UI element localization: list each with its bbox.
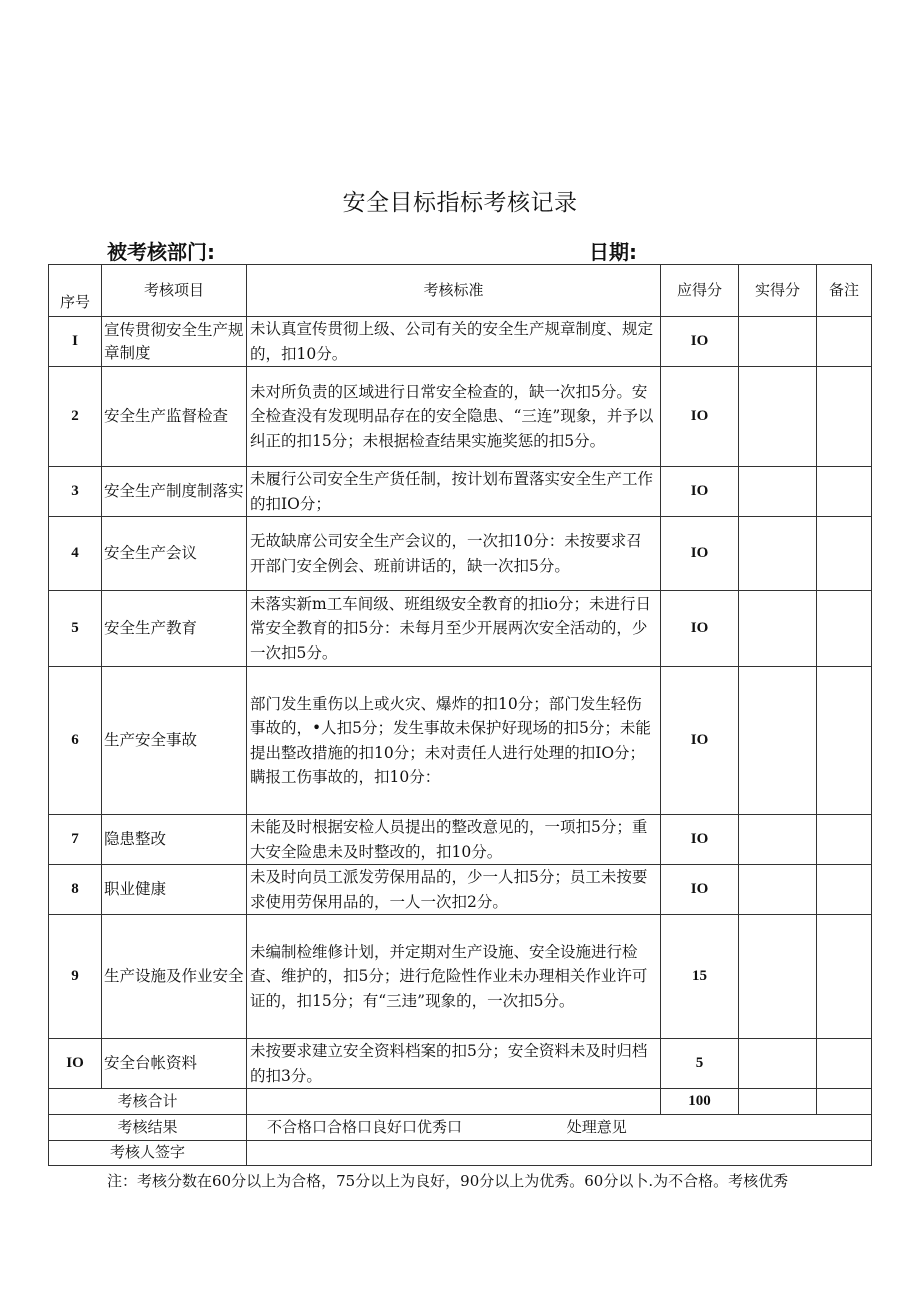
table-row (49, 865, 872, 915)
signature-field[interactable] (247, 1141, 872, 1166)
row-standard: 未落实新m工车间级、班组级安全教育的扣io分；未进行日常安全教育的扣5分：未每月至少开展两次安全活动的，少一次扣5分。 (247, 591, 661, 667)
row-item: 生产设施及作业安全 (102, 915, 247, 1039)
row-remark[interactable] (817, 591, 872, 667)
row-expected-score: IO (661, 865, 739, 915)
row-standard: 未认真宣传贯彻上级、公司有关的安全生产规章制度、规定的，扣10分。 (247, 317, 661, 367)
table-row (49, 317, 872, 367)
col-header-actual-score: 实得分 (739, 265, 817, 317)
row-expected-score: 15 (661, 915, 739, 1039)
row-item: 职业健康 (102, 865, 247, 915)
row-standard: 未对所负责的区域进行日常安全检查的，缺一次扣5分。安全检查没有发现明品存在的安全隐患、“三连”现象，并予以纠正的扣15分；未根据检查结果实施奖惩的扣5分。 (247, 367, 661, 467)
row-actual-score[interactable] (739, 1039, 817, 1089)
row-no: 4 (49, 517, 102, 591)
row-actual-score[interactable] (739, 467, 817, 517)
row-expected-score: IO (661, 517, 739, 591)
row-remark[interactable] (817, 1039, 872, 1089)
row-no: 2 (49, 367, 102, 467)
row-actual-score[interactable] (739, 815, 817, 865)
col-header-remark: 备注 (817, 265, 872, 317)
row-item: 隐患整改 (102, 815, 247, 865)
assessment-table (48, 264, 872, 1166)
date-label: 日期: (589, 240, 637, 264)
row-expected-score: IO (661, 367, 739, 467)
total-actual-score[interactable] (739, 1089, 817, 1115)
row-item: 宣传贯彻安全生产规章制度 (102, 317, 247, 367)
page-title: 安全目标指标考核记录 (342, 190, 578, 216)
row-expected-score: IO (661, 667, 739, 815)
row-actual-score[interactable] (739, 517, 817, 591)
signature-label: 考核人签字 (49, 1141, 247, 1166)
result-row (49, 1115, 872, 1141)
row-standard: 无故缺席公司安全生产会议的，一次扣10分：未按要求召开部门安全例会、班前讲话的，缺一次扣5分。 (247, 517, 661, 591)
row-actual-score[interactable] (739, 667, 817, 815)
row-standard: 未及时向员工派发劳保用品的，少一人扣5分；员工未按要求使用劳保用品的，一人一次扣2分。 (247, 865, 661, 915)
total-row (49, 1089, 872, 1115)
row-expected-score: IO (661, 467, 739, 517)
row-remark[interactable] (817, 815, 872, 865)
row-actual-score[interactable] (739, 317, 817, 367)
row-no: IO (49, 1039, 102, 1089)
footnote: 注：考核分数在60分以上为合格，75分以上为良好，90分以上为优秀。60分以卜.为不合格。考核优秀 (107, 1172, 789, 1190)
table-row (49, 591, 872, 667)
row-remark[interactable] (817, 317, 872, 367)
row-standard: 未按要求建立安全资料档案的扣5分；安全资料未及时归档的扣3分。 (247, 1039, 661, 1089)
row-item: 安全生产会议 (102, 517, 247, 591)
col-header-standard: 考核标准 (247, 265, 661, 317)
col-header-item: 考核项目 (102, 265, 247, 317)
table-header-row (49, 265, 872, 317)
row-item: 安全生产教育 (102, 591, 247, 667)
table-row (49, 815, 872, 865)
row-no: I (49, 317, 102, 367)
row-remark[interactable] (817, 865, 872, 915)
row-expected-score: IO (661, 815, 739, 865)
row-expected-score: 5 (661, 1039, 739, 1089)
row-no: 8 (49, 865, 102, 915)
total-value: 100 (661, 1089, 739, 1115)
row-remark[interactable] (817, 367, 872, 467)
row-item: 安全生产监督检查 (102, 367, 247, 467)
result-options[interactable]: 不合格口合格口良好口优秀口 (267, 1117, 463, 1136)
table-row (49, 467, 872, 517)
row-actual-score[interactable] (739, 367, 817, 467)
total-label: 考核合计 (49, 1089, 247, 1115)
row-actual-score[interactable] (739, 865, 817, 915)
row-remark[interactable] (817, 915, 872, 1039)
opinion-label: 处理意见 (566, 1117, 627, 1136)
row-no: 5 (49, 591, 102, 667)
row-standard: 未编制检维修计划，并定期对生产设施、安全设施进行检查、维护的，扣5分；进行危险性作业未办理相关作业许可证的，扣15分；有“三违”现象的，一次扣5分。 (247, 915, 661, 1039)
row-no: 9 (49, 915, 102, 1039)
col-header-no: 序号 (49, 265, 102, 317)
row-remark[interactable] (817, 517, 872, 591)
row-standard: 未能及时根据安检人员提出的整改意见的，一项扣5分；重大安全险患未及时整改的，扣10分。 (247, 815, 661, 865)
row-remark[interactable] (817, 467, 872, 517)
row-item: 安全台帐资料 (102, 1039, 247, 1089)
row-item: 生产安全事故 (102, 667, 247, 815)
row-no: 7 (49, 815, 102, 865)
table-row (49, 915, 872, 1039)
row-standard: 部门发生重伤以上或火灾、爆炸的扣10分；部门发生轻伤事故的，•人扣5分；发生事故未保护好现场的扣5分；未能提出整改措施的扣10分；未对责任人进行处理的扣IO分；瞒报工伤事故的，扣10分： (247, 667, 661, 815)
table-row (49, 517, 872, 591)
signature-row (49, 1141, 872, 1166)
total-blank (247, 1089, 661, 1115)
row-no: 6 (49, 667, 102, 815)
result-cell (247, 1115, 872, 1141)
col-header-expected-score: 应得分 (661, 265, 739, 317)
table-row (49, 1039, 872, 1089)
row-expected-score: IO (661, 591, 739, 667)
table-row (49, 367, 872, 467)
row-expected-score: IO (661, 317, 739, 367)
department-label: 被考核部门: (107, 240, 215, 264)
row-standard: 未履行公司安全生产货任制，按计划布置落实安全生产工作的扣IO分； (247, 467, 661, 517)
row-remark[interactable] (817, 667, 872, 815)
total-remark[interactable] (817, 1089, 872, 1115)
row-actual-score[interactable] (739, 915, 817, 1039)
result-label: 考核结果 (49, 1115, 247, 1141)
row-no: 3 (49, 467, 102, 517)
table-row (49, 667, 872, 815)
row-actual-score[interactable] (739, 591, 817, 667)
row-item: 安全生产制度制落实 (102, 467, 247, 517)
